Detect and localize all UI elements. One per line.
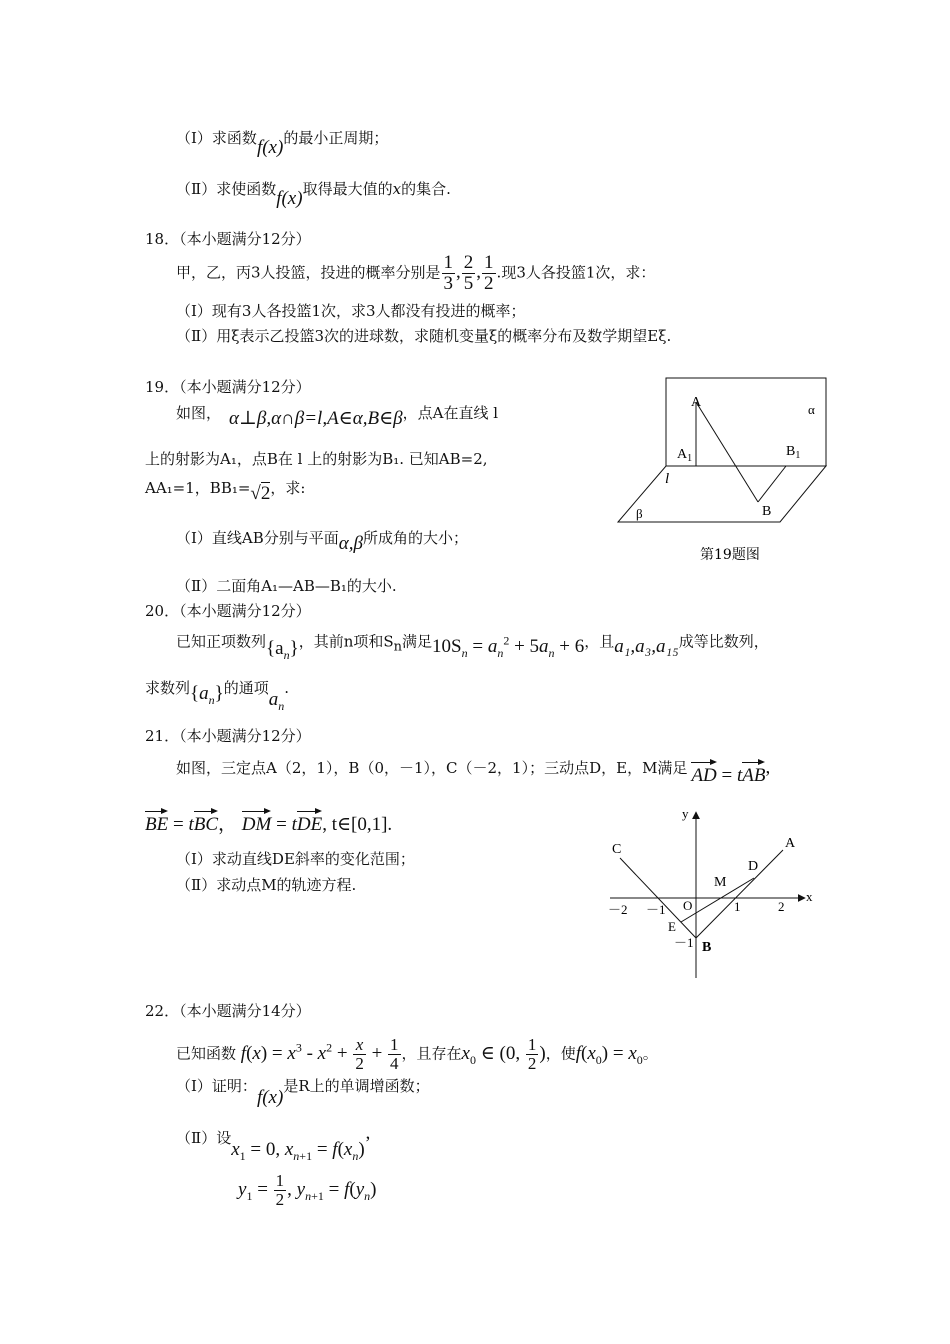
label-l: l [665,471,670,487]
q17-part2: （Ⅱ）求使函数f(x)取得最大值的x的集合. [176,180,451,209]
q21-part1: （Ⅰ）求动直线DE斜率的变化范围； [176,850,415,868]
q21-figure [600,800,830,980]
q20-line2: 求数列$\{a_n\}$的通项$a_n$. [145,679,290,713]
q19-line3: AA₁=1，BB₁=√2，求: [145,479,306,504]
label-D: D [748,859,759,874]
q20-intro: 已知正项数列$\{a_n\}$，其前n项和$S_n$满足$10S_n = a_n^2 + 5a_n + 6$，且a₁,a₃,a₁₅成等比数列， [176,632,769,663]
frac-1-3: $\frac{1}{3}$ [443,252,454,294]
segment-bb1 [758,466,786,502]
q21-part2: （Ⅱ）求动点M的轨迹方程. [176,876,357,894]
seq-an: $\{a_n\}$ [266,638,299,663]
equation-sn: $10S_n = a_n^2 + 5a_n + 6$ [432,634,585,661]
q22-header: 22．（本小题满分14分） [145,1002,311,1020]
tick-y-neg1: －1 [674,935,694,950]
q18-intro: 甲，乙，丙3人投篮，投进的概率分别是 $\frac{1}{3}$ , $\frac{2}{5}$ , $\frac{1}{2}$ .现3人各投篮1次，求： [176,252,656,294]
tick-neg1: －1 [646,902,666,917]
q17-part1: （Ⅰ）求函数f(x)的最小正周期； [176,129,389,158]
geom-terms: a₁,a₃,a₁₅ [614,636,679,658]
q19-line2: 上的射影为A₁，点B在 l 上的射影为B₁. 已知AB=2, [145,450,488,468]
q22-intro: 已知函数 $f(x) = x^3 - x^2$ + $\frac{x}{2}$ + $\frac{1}{4}$ ，且存在$x_0$ ∈ (0, $\frac{1}{2}$ )，使$f(x_0) = x_0$。 [176,1035,658,1073]
frac-1-2: $\frac{1}{2}$ [484,252,494,294]
label-O: O [683,898,693,913]
fixed-point: $f(x_0) = x_0$ [575,1042,643,1067]
label-alpha: α [808,402,815,417]
label-A: A [785,836,796,851]
q21-intro: 如图，三定点A（2，1），B（0，－1），C（－2，1）；三动点D，E，M满足 AD = tAB, [176,757,771,786]
q19-part2: （Ⅱ）二面角A₁—AB—B₁的大小. [176,577,397,595]
figure-caption: 第19题图 [700,547,760,563]
q19-figure [610,372,840,572]
q20-header: 20．（本小题满分12分） [145,602,311,620]
label-x: x [806,889,813,904]
q19-header: 19．（本小题满分12分） [145,378,311,396]
q22-part2: （Ⅱ）设$x_1 = 0$, $x_{n+1} = f(x_n)$’ [176,1129,371,1163]
q18-header: 18．（本小题满分12分） [145,230,311,248]
q18-part2: （Ⅱ）用ξ表示乙投篮3次的进球数，求随机变量ξ的概率分布及数学期望Eξ. [176,327,672,345]
seq-x: $x_1 = 0$, $x_{n+1} = f(x_n)$ [231,1139,365,1163]
label-A1: $A_1$ [677,447,693,464]
label-C: C [612,842,622,857]
segment-ab [696,402,758,502]
x0-interval: $x_0$ ∈ (0, $\frac{1}{2}$ ) [461,1035,546,1073]
q18-part1: （Ⅰ）现有3人各投篮1次，求3人都没有投进的概率； [176,302,526,320]
q19-intro: 如图， α⊥β,α∩β=l,A∈α,B∈β，点A在直线 l [176,404,499,429]
label-M: M [714,875,727,890]
function-def: $f(x) = x^3 - x^2$ + $\frac{x}{2}$ + $\frac{1}{4}$ [240,1035,399,1073]
label-beta: β [636,506,643,521]
label-B: B [702,940,712,955]
q21-header: 21．（本小题满分12分） [145,727,311,745]
label-E: E [668,919,676,934]
q22-part1: （Ⅰ）证明：f(x)是R上的单调增函数； [176,1077,430,1108]
tick-1: 1 [734,899,741,914]
label-B: B [762,504,772,519]
label-y: y [682,806,689,821]
segment-ab [696,850,783,938]
q21-vectors: BE = tBC， DM = tDE, t∈[0,1]. [145,808,392,837]
frac-2-5: $\frac{2}{5}$ [463,252,474,294]
plane-beta [618,466,826,522]
sqrt-2: √2 [250,483,271,504]
q19-part1: （Ⅰ）直线AB分别与平面α,β所成角的大小； [176,529,468,554]
tick-neg2: －2 [608,902,628,917]
label-B1: $B_1$ [786,444,801,461]
tick-2: 2 [778,899,785,914]
label-A: A [691,395,702,410]
q22-seq-y: $y_1$ = $\frac{1}{2}$ , $y_{n+1} = f(y_n)$ [238,1171,377,1209]
